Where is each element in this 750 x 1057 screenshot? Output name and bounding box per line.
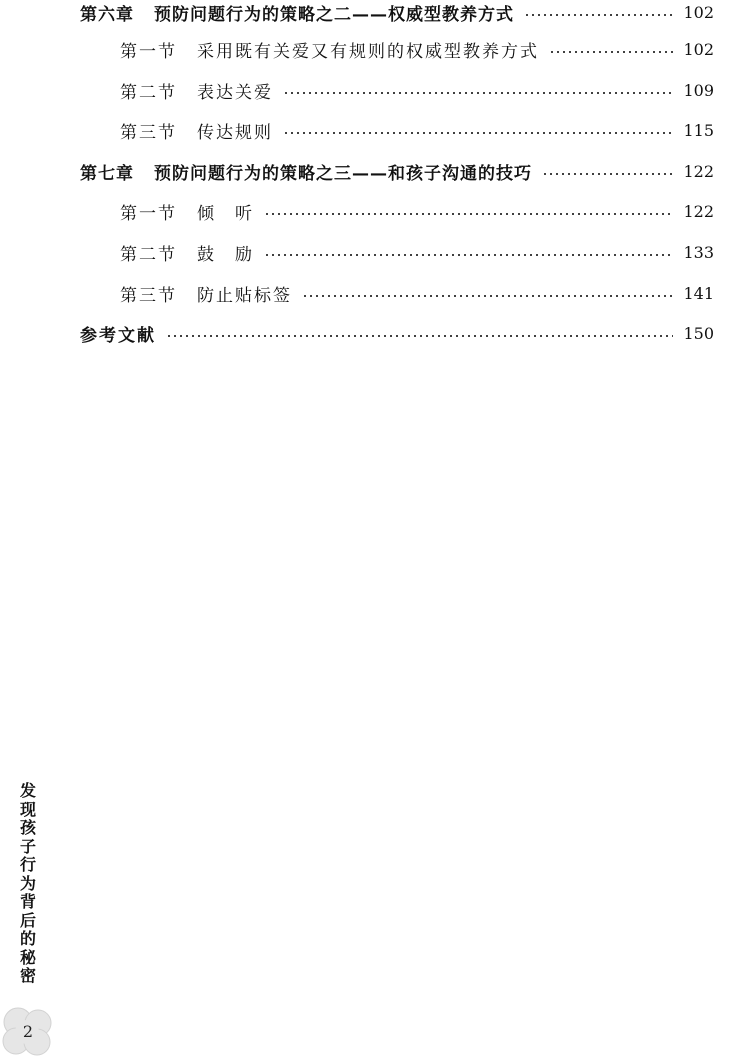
toc-chapter-6[interactable]	[80, 0, 714, 24]
book-title-char: 秘	[19, 947, 36, 967]
toc-section-7-3[interactable]	[120, 281, 714, 305]
toc-page-number: 109	[683, 80, 714, 100]
toc-section-7-1[interactable]	[120, 199, 714, 223]
dot-leader	[549, 50, 673, 54]
toc-label: 第三节 防止贴标签	[120, 285, 292, 306]
book-title-char: 后	[19, 910, 36, 930]
toc-chapter-7[interactable]	[80, 159, 714, 183]
book-title-char: 密	[19, 966, 36, 985]
book-title-char: 发	[19, 781, 36, 800]
book-title-char: 现	[19, 799, 36, 819]
dot-leader	[264, 212, 673, 216]
book-title-char: 为	[19, 873, 36, 893]
dot-leader	[166, 334, 673, 338]
toc-section-7-2[interactable]	[120, 240, 714, 264]
dot-leader	[264, 253, 673, 257]
toc-label: 参考文献	[80, 325, 156, 346]
toc-page-number: 150	[683, 323, 714, 343]
dot-leader	[542, 172, 673, 176]
book-title-char: 子	[19, 836, 36, 856]
toc-label: 第二节 鼓 励	[120, 244, 254, 265]
toc-page-number: 133	[683, 242, 714, 262]
toc-section-6-1[interactable]	[120, 37, 714, 61]
toc-label: 第七章 预防问题行为的策略之三——和孩子沟通的技巧	[80, 163, 532, 184]
toc-label: 第二节 表达关爱	[120, 82, 273, 103]
toc-label: 第六章 预防问题行为的策略之二——权威型教养方式	[80, 4, 514, 25]
toc-label: 第一节 倾 听	[120, 203, 254, 224]
book-title-char: 孩	[19, 818, 36, 837]
dot-leader	[524, 13, 673, 17]
toc-page-number: 122	[683, 161, 714, 181]
toc-page-number: 122	[683, 201, 714, 221]
book-title-char: 背	[19, 892, 36, 911]
toc-label: 第三节 传达规则	[120, 122, 273, 143]
dot-leader	[283, 91, 673, 95]
toc-label: 第一节 采用既有关爱又有规则的权威型教养方式	[120, 41, 539, 62]
page-number: 2	[22, 1022, 34, 1041]
book-title-char: 的	[19, 929, 36, 948]
dot-leader	[283, 131, 673, 135]
toc-page-number: 115	[683, 120, 714, 140]
toc-page-number: 102	[683, 39, 714, 59]
toc-page-number: 102	[683, 2, 714, 22]
toc-references[interactable]	[80, 321, 714, 345]
dot-leader	[302, 294, 673, 298]
toc-section-6-3[interactable]	[120, 118, 714, 142]
toc-section-6-2[interactable]	[120, 78, 714, 102]
toc-page-number: 141	[683, 283, 714, 303]
book-title-char: 行	[19, 855, 36, 874]
book-title-vertical	[16, 782, 40, 986]
